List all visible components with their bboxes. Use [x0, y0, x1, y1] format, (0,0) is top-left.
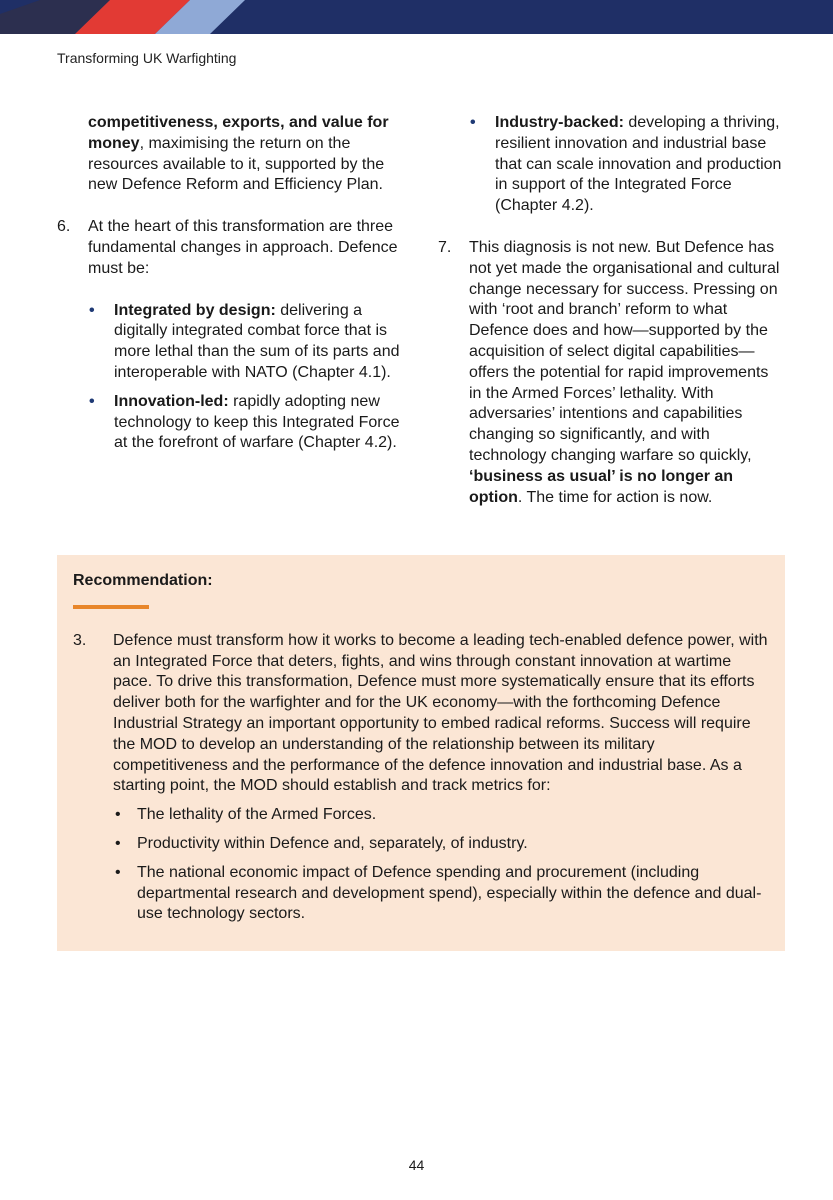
- recommendation-body: [113, 631, 769, 933]
- paragraph-7: [438, 238, 783, 508]
- continuation-bold: competitiveness, exports, and value for money: [88, 114, 389, 152]
- bullet-icon: •: [89, 392, 95, 410]
- bullet-lead: Innovation-led:: [114, 392, 229, 410]
- bullet-text: developing a thriving, resilient innovation and industrial base that can scale innovation and production in support of the Integrated Force (Chapter 4.2).: [495, 114, 782, 215]
- metric-text: The lethality of the Armed Forces.: [137, 806, 377, 824]
- bullet-text: rapidly adopting new technology to keep this Integrated Force at the forefront of warfare (Chapter 4.2).: [114, 392, 400, 452]
- bullet-lead: Integrated by design:: [114, 301, 276, 319]
- paragraph-number: 7.: [438, 238, 452, 256]
- paragraph-6: [57, 217, 402, 454]
- bullet-icon: •: [115, 863, 121, 881]
- paragraph-text-bold: ‘business as usual’ is no longer an option: [469, 467, 734, 506]
- metric-text: The national economic impact of Defence spending and procurement (including departmental research and development spend), especially within the defence and dual-use technology sectors.: [137, 863, 762, 923]
- bullet-text: delivering a digitally integrated combat force that is more lethal than the sum of its parts and interoperable with NATO (Chapter 4.1).: [114, 301, 400, 381]
- left-column: [57, 113, 402, 454]
- bullet-icon: •: [115, 834, 121, 852]
- approach-bullet-list: [88, 301, 402, 455]
- continuation-paragraph: [88, 113, 402, 196]
- paragraph-text-end: . The time for action is now.: [517, 488, 713, 506]
- paragraph-text: [469, 238, 783, 508]
- paragraph-number: 6.: [57, 218, 71, 236]
- right-column: [438, 113, 783, 508]
- metric-bullet: [113, 863, 769, 925]
- bullet-icon: •: [115, 806, 121, 824]
- bullet-industry: [469, 113, 783, 217]
- bullet-integrated: [88, 301, 402, 384]
- bullet-icon: •: [89, 301, 95, 319]
- header-color-band: [0, 0, 833, 34]
- metric-text: Productivity within Defence and, separately, of industry.: [137, 834, 528, 852]
- recommendation-underline: [73, 605, 149, 609]
- recommendation-text: Defence must transform how it works to become a leading tech-enabled defence power, with an Integrated Force that deters, fights, and wins through constant innovation at wartime pace. To drive this transformation, Defence must more systematically ensure that its efforts deliver both for the warfighter and for the UK economy—with the forthcoming Defence Industrial Strategy an important opportunity to embed radical reforms. Success will require the MOD to develop an understanding of the relationship between its military competitiveness and the performance of the defence innovation and industrial base. As a starting point, the MOD should establish and track metrics for:: [113, 631, 768, 795]
- bullet-lead: Industry-backed:: [495, 114, 624, 131]
- running-header: Transforming UK Warfighting: [57, 50, 237, 66]
- continuation-text: , maximising the return on the resources available to it, supported by the new Defence Reform and Efficiency Plan.: [88, 134, 385, 194]
- page-number: 44: [408, 1157, 425, 1173]
- metrics-bullet-list: [113, 805, 769, 925]
- paragraph-text: At the heart of this transformation are three fundamental changes in approach. Defence must be:: [88, 218, 398, 277]
- metric-bullet: [113, 805, 769, 826]
- bullet-innovation: [88, 392, 402, 454]
- paragraph-text-start: This diagnosis is not new. But Defence has not yet made the organisational and cultural change necessary for success. Pressing on with ‘root and branch’ reform to what Defence does and how—supported by the acquisition of select digital capabilities—offers the potential for rapid improvements in the Armed Forces’ lethality. With adversaries’ intentions and capabilities changing so significantly, and with technology changing warfare so quickly,: [469, 238, 780, 464]
- recommendation-number: 3.: [73, 631, 87, 649]
- metric-bullet: [113, 834, 769, 855]
- bullet-icon: •: [470, 114, 476, 131]
- paragraph-body: [88, 217, 402, 454]
- recommendation-heading: Recommendation:: [73, 572, 213, 589]
- recommendation-box: [57, 555, 785, 951]
- industry-bullet-list: [469, 113, 783, 217]
- recommendation-item: [73, 631, 769, 933]
